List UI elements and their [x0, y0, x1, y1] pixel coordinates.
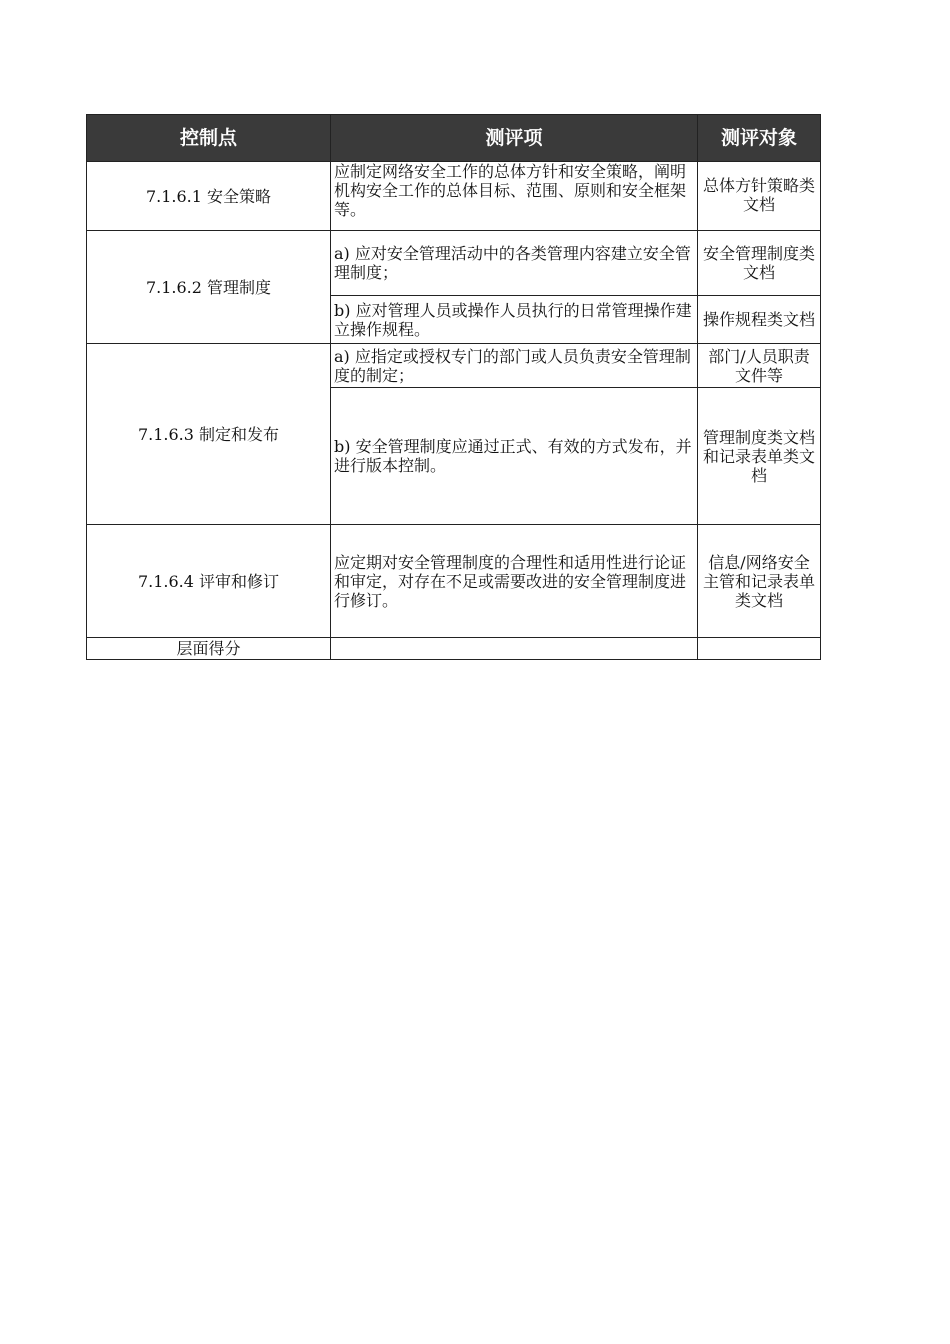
assessment-item-cell: a) 应对安全管理活动中的各类管理内容建立安全管理制度；	[331, 231, 698, 296]
assessment-object-cell: 信息/网络安全主管和记录表单类文档	[698, 525, 821, 638]
table-row	[87, 162, 821, 231]
header-assessment-object: 测评对象	[698, 115, 821, 162]
assessment-item-cell: b) 安全管理制度应通过正式、有效的方式发布，并进行版本控制。	[331, 388, 698, 525]
control-point-cell: 7.1.6.2 管理制度	[87, 231, 331, 344]
header-row	[87, 115, 821, 162]
assessment-item-cell: a) 应指定或授权专门的部门或人员负责安全管理制度的制定；	[331, 344, 698, 388]
assessment-object-cell: 安全管理制度类文档	[698, 231, 821, 296]
assessment-table	[86, 114, 821, 660]
control-point-cell: 7.1.6.3 制定和发布	[87, 344, 331, 525]
assessment-object-cell: 管理制度类文档和记录表单类文档	[698, 388, 821, 525]
header-control-point: 控制点	[87, 115, 331, 162]
assessment-object-cell: 操作规程类文档	[698, 296, 821, 344]
layer-score-object	[698, 638, 821, 660]
control-point-cell: 7.1.6.4 评审和修订	[87, 525, 331, 638]
assessment-item-cell: 应定期对安全管理制度的合理性和适用性进行论证和审定，对存在不足或需要改进的安全管理制度进行修订。	[331, 525, 698, 638]
assessment-item-cell: b) 应对管理人员或操作人员执行的日常管理操作建立操作规程。	[331, 296, 698, 344]
assessment-object-cell: 部门/人员职责文件等	[698, 344, 821, 388]
assessment-object-cell: 总体方针策略类文档	[698, 162, 821, 231]
header-assessment-item: 测评项	[331, 115, 698, 162]
table-row	[87, 344, 821, 388]
assessment-item-cell: 应制定网络安全工作的总体方针和安全策略，阐明机构安全工作的总体目标、范围、原则和安全框架等。	[331, 162, 698, 231]
table-row	[87, 525, 821, 638]
table-row	[87, 231, 821, 296]
score-row	[87, 638, 821, 660]
control-point-cell: 7.1.6.1 安全策略	[87, 162, 331, 231]
layer-score-label: 层面得分	[87, 638, 331, 660]
layer-score-item	[331, 638, 698, 660]
